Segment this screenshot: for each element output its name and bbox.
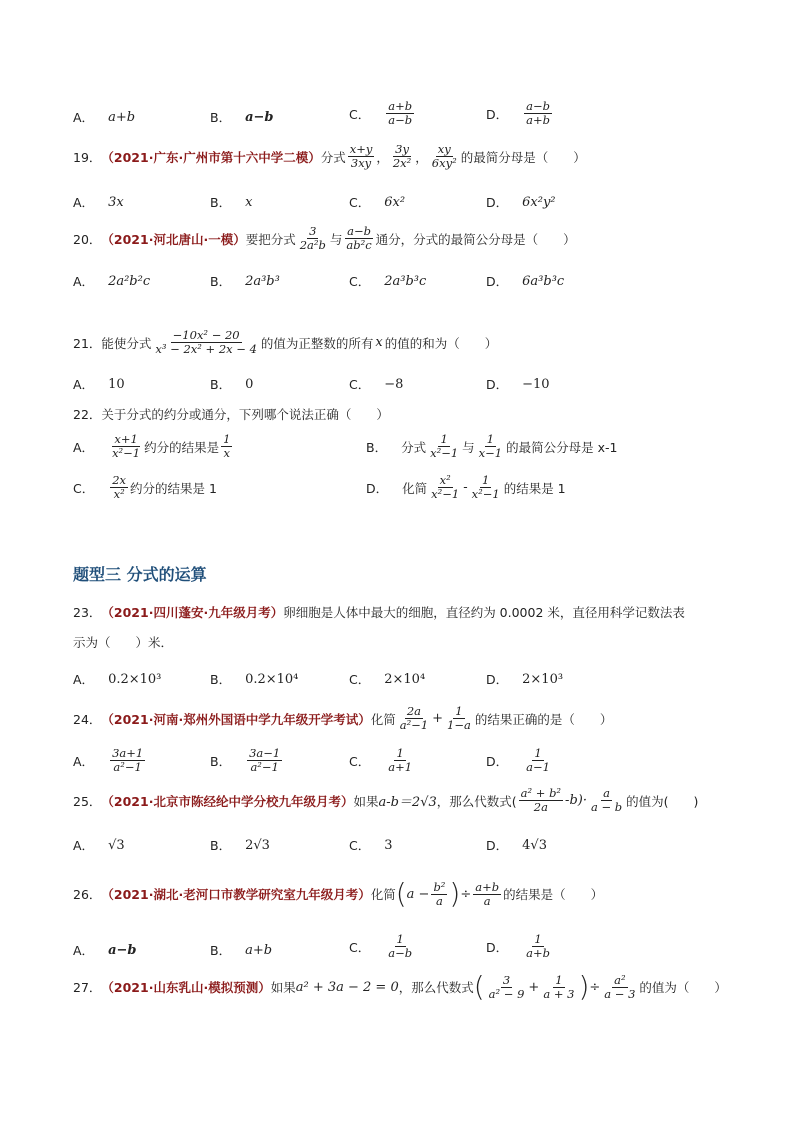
q26-option-b: B． a+b [210, 942, 273, 958]
q21-option-d: D． −10 [486, 376, 550, 392]
question-text: 如果 [353, 793, 379, 809]
option-label: D． [486, 106, 509, 122]
question-source: （2021·湖北·老河口市教学研究室九年级月考） [101, 887, 371, 902]
q18-option-a [73, 108, 135, 126]
question-number: 25． [73, 793, 102, 809]
condition: a-b＝2√3 [378, 795, 437, 810]
question-text: 分式 [320, 149, 346, 165]
question-number: 21． [73, 335, 102, 351]
option-value: a−b [245, 109, 274, 125]
question-source: （2021·四川蓬安·九年级月考） [101, 605, 284, 620]
option-label: B． [210, 110, 232, 125]
q18-option-d [486, 100, 554, 127]
q22-option-c: C． $\frac{2x}{\text{x²}}$ 约分的结果是 1 [73, 473, 217, 501]
q26-option-a: A． a−b [73, 942, 137, 958]
q21-option-a: A． 10 [73, 376, 125, 392]
separator: ， [376, 149, 389, 165]
q19-option-c: C． 6x² [349, 194, 406, 210]
question-20 [73, 225, 576, 252]
question-text: 的最简分母是（ ） [460, 149, 586, 165]
question-text: 化简 [370, 887, 396, 902]
option-fraction: $\frac{a-b}{a+b}$ [526, 99, 550, 127]
q24-option-c: C． $\frac{1}{a+1}$ [349, 746, 413, 774]
question-number: 23． [73, 605, 102, 620]
question-text: 要把分式 [245, 231, 296, 247]
question-text: 卵细胞是人体中最大的细胞，直径约为 0.0002 米，直径用科学记数法表 [283, 605, 685, 620]
question-source: （2021·广东·广州市第十六中学二模） [101, 149, 321, 165]
q25-option-c: C． 3 [349, 837, 393, 853]
question-text: 的值为正整数的所有 [260, 335, 374, 351]
q26-option-c: C． $\frac{1}{a-b}$ [349, 932, 413, 960]
q20-option-d: D． 6a³b³c [486, 273, 565, 289]
question-number: 22． [73, 407, 102, 422]
question-24: 24． （2021·河南·郑州外国语中学九年级开学考试） 化简 $\frac{2a}{\text{a²−1}}$ + $\frac{1}{1-a}$ 的结果正确的是（ ） [73, 704, 613, 732]
question-source: （2021·北京市陈经纶中学分校九年级月考） [101, 793, 354, 809]
question-number: 27． [73, 980, 102, 995]
question-number: 24． [73, 711, 102, 727]
q18-option-c [349, 100, 416, 127]
q24-option-b: B． $\frac{3a-1}{\text{a²−1}}$ [210, 746, 281, 774]
fraction-2: $\frac{a-b}{\text{ab²c}}$ [346, 224, 372, 252]
q23-option-d: D． 2×10³ [486, 671, 564, 687]
q25-option-b: B． 2√3 [210, 837, 270, 853]
q21-option-c: C． −8 [349, 376, 404, 392]
question-number: 19． [73, 149, 102, 165]
q19-option-b: B． x [210, 194, 253, 210]
variable: x [375, 335, 383, 350]
q22-option-d: D． 化简 $\frac{\text{x²}}{\text{x²−1}}$ - $\frac{1}{\text{x²−1}}$ 的结果是 1 [366, 473, 566, 501]
q20-option-b: B． 2a³b³ [210, 273, 280, 289]
q19-option-d: D． 6x²y² [486, 194, 556, 210]
question-number: 20． [73, 231, 102, 247]
q18-option-b [210, 108, 273, 126]
question-number: 26． [73, 887, 102, 902]
question-text: 的值为( ) [626, 793, 699, 809]
question-text: 能使分式 [101, 335, 152, 351]
question-text: 的结果正确的是（ ） [474, 711, 613, 727]
question-text: 的值为（ ） [639, 980, 727, 995]
q25-option-a: A． √3 [73, 837, 125, 853]
question-22 [73, 405, 389, 423]
question-26: 26． （2021·湖北·老河口市教学研究室九年级月考） 化简 ( a − $\frac{\text{b²}}{a}$ ) ÷ $\frac{a+b}{a}$ 的结果是（ ） [73, 877, 604, 910]
question-text: 通分，分式的最简公分母是（ ） [375, 231, 576, 247]
question-text: 的值的和为（ ） [384, 335, 498, 351]
question-source: （2021·山东乳山·模拟预测） [101, 980, 271, 995]
fraction-1: $\frac{x+y}{3xy}$ [349, 142, 373, 170]
fraction-2: $\frac{1}{1-a}$ [447, 704, 471, 732]
q23-option-a: A． 0.2×10³ [73, 671, 162, 687]
question-23 [73, 603, 685, 621]
separator: ， [415, 149, 428, 165]
q25-option-d: D． 4√3 [486, 837, 547, 853]
q20-option-c: C． 2a³b³c [349, 273, 427, 289]
option-fraction: $\frac{a+b}{a-b}$ [388, 99, 413, 127]
option-label: A． [73, 110, 95, 125]
option-label: C． [349, 106, 371, 122]
q26-option-d: D． $\frac{1}{a+b}$ [486, 932, 550, 960]
q24-option-a: A． $\frac{3a+1}{\text{a²−1}}$ [73, 746, 144, 774]
question-21 [73, 329, 497, 356]
fraction-2: $\frac{a}{a - b}$ [590, 786, 623, 814]
question-19 [73, 143, 586, 170]
question-text: ，那么代数式( [436, 793, 517, 809]
question-text: 示为（ ）米． [73, 635, 174, 650]
q22-option-a: A． $\frac{x+1}{\text{x²−1}}$ 约分的结果是 $\frac{1}{x}$ [73, 432, 231, 460]
question-23-line-2 [73, 633, 173, 651]
question-25: 25． （2021·北京市陈经纶中学分校九年级月考） 如果 a-b＝2√3 ，那么代数式( $\frac{\text{a² + b²}}{2a}$ -b)· $\frac{a}{a - b}$ 的值为( ) [73, 786, 699, 814]
condition: a² + 3a − 2 = 0 [295, 979, 399, 995]
fraction-3: $\frac{xy}{\text{6xy²}}$ [431, 142, 457, 170]
question-text: 如果 [270, 980, 296, 995]
fraction-1: $\frac{\text{−10x² − 20}}{\text{x³ − 2x² + 2x − 4}}$ [155, 328, 257, 356]
question-text: 化简 [370, 711, 396, 727]
q20-option-a: A． 2a²b²c [73, 273, 151, 289]
q24-option-d: D． $\frac{1}{a-1}$ [486, 746, 550, 774]
question-text: 的结果是（ ） [503, 887, 604, 902]
fraction-1: $\frac{2a}{\text{a²−1}}$ [399, 704, 429, 732]
question-text: 关于分式的约分或通分，下列哪个说法正确（ ） [101, 407, 389, 422]
q23-option-c: C． 2×10⁴ [349, 671, 426, 687]
option-value: a+b [108, 109, 136, 125]
fraction-1: $\frac{3}{\text{2a²b}}$ [299, 224, 326, 252]
section-heading: 题型三 分式的运算 [73, 565, 207, 584]
question-text: ，那么代数式 [398, 980, 474, 995]
fraction-1: $\frac{\text{a² + b²}}{2a}$ [520, 786, 562, 814]
q21-option-b: B． 0 [210, 376, 254, 392]
question-text: 与 [329, 231, 343, 247]
question-27: 27． （2021·山东乳山·模拟预测） 如果 a² + 3a − 2 = 0 ，那么代数式 ( $\frac{3}{\text{a² − 9}}$ + $\frac{1}{a + 3}$ ) ÷ $\frac{\text{a²}}{a - 3}$ 的值为（ ） [73, 970, 727, 1003]
fraction-2: $\frac{3y}{\text{2x²}}$ [392, 142, 412, 170]
question-source: （2021·河北唐山·一模） [101, 231, 246, 247]
question-source: （2021·河南·郑州外国语中学九年级开学考试） [101, 711, 371, 727]
q19-option-a: A． 3x [73, 194, 124, 210]
q23-option-b: B． 0.2×10⁴ [210, 671, 299, 687]
q22-option-b: B． 分式 $\frac{1}{\text{x²−1}}$ 与 $\frac{1}{x-1}$ 的最简公分母是 x-1 [366, 432, 618, 460]
